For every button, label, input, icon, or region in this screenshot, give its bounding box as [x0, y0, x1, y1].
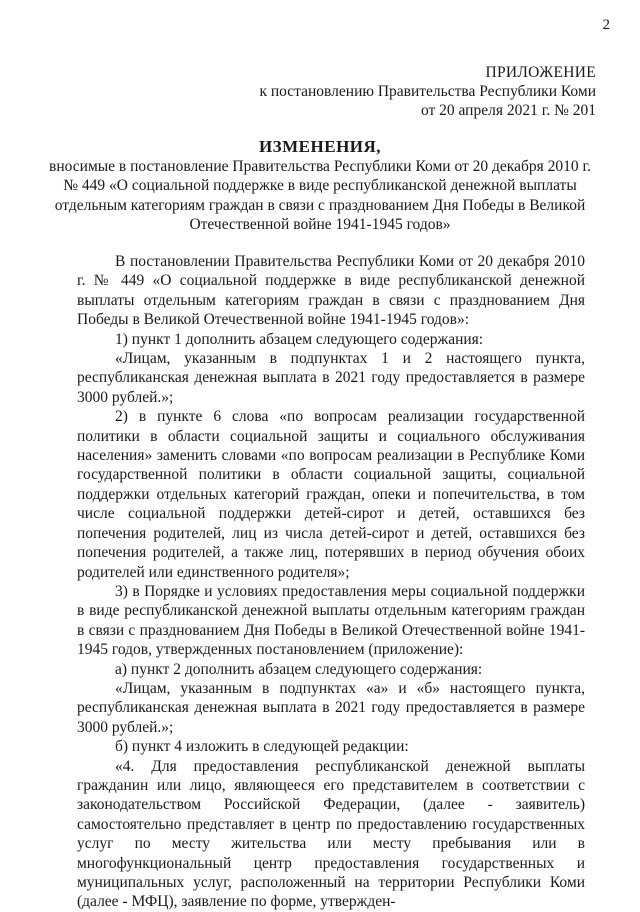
appendix-line-2: от 20 апреля 2021 г. № 201 — [420, 102, 596, 119]
paragraph-intro: В постановлении Правительства Республики Коми от 20 декабря 2010 г. № 449 «О социальной поддержке в виде республиканской денежной выплаты отдельным категориям граждан в связи с празднованием Дня Победы в Великой Отечественной войне 1941-1945 годов»: — [77, 253, 585, 329]
appendix-title: ПРИЛОЖЕНИЕ — [485, 64, 596, 81]
paragraph-item-2: 2) в пункте 6 слова «по вопросам реализации государственной политики в области социальной защиты и социального обслуживания населения» заменить словами «по вопросам реализации в Республике Коми государственной политики в области социальной защиты, социальной поддержки отдельных категорий граждан, опеки и попечительства, в том числе социальной поддержки детей-сирот и детей, оставшихся без попечения родителей, лиц из числа детей-сирот и детей, оставшихся без попечения родителей, а также лиц, потерявших в период обучения обоих родителей или единственного родителя»; — [77, 408, 585, 581]
document-body — [77, 252, 585, 912]
changes-title: ИЗМЕНЕНИЯ, — [258, 137, 382, 156]
paragraph-item-3b: б) пункт 4 изложить в следующей редакции: — [115, 738, 409, 756]
changes-subtitle: вносимые в постановление Правительства Республики Коми от 20 декабря 2010 г. № 449 «О социальной поддержке в виде республиканской денежной выплаты отдельным категориям граждан в связи с празднованием Дня Победы в Великой Отечественной войне 1941-1945 годов» — [49, 158, 591, 234]
page-number: 2 — [602, 17, 610, 33]
paragraph-item-1-text: «Лицам, указанным в подпунктах 1 и 2 настоящего пункта, республиканская денежная выплата в 2021 году предоставляется в размере 3000 рублей.»; — [77, 350, 585, 406]
paragraph-item-3a: а) пункт 2 дополнить абзацем следующего содержания: — [115, 660, 483, 678]
appendix-block — [259, 63, 596, 120]
paragraph-item-3: 3) в Порядке и условиях предоставления меры социальной поддержки в виде республиканской денежной выплаты отдельным категориям граждан в связи с празднованием Дня Победы в Великой Отечественной войне 1941-1945 годов, утвержденных постановлением (приложение): — [77, 582, 585, 659]
paragraph-item-3a-text: «Лицам, указанным в подпунктах «а» и «б» настоящего пункта, республиканская денежная выплата в 2021 году предоставляется в размере 3000 рублей.»; — [77, 679, 585, 736]
appendix-line-1: к постановлению Правительства Республики Коми — [259, 83, 596, 100]
paragraph-item-1: 1) пункт 1 дополнить абзацем следующего содержания: — [115, 330, 484, 348]
paragraph-item-3b-text: «4. Для предоставления республиканской денежной выплаты гражданин или лицо, являющееся его представителем в соответствии с законодательством Российской Федерации, (далее - заявитель) самостоятельно представляет в центр по предоставлению государственных услуг по месту жительства или месту пребывания или в многофункциональный центр предоставления государственных и муниципальных услуг, расположенный на территории Республики Коми (далее - МФЦ), заявление по форме, утвержден- — [77, 757, 585, 911]
